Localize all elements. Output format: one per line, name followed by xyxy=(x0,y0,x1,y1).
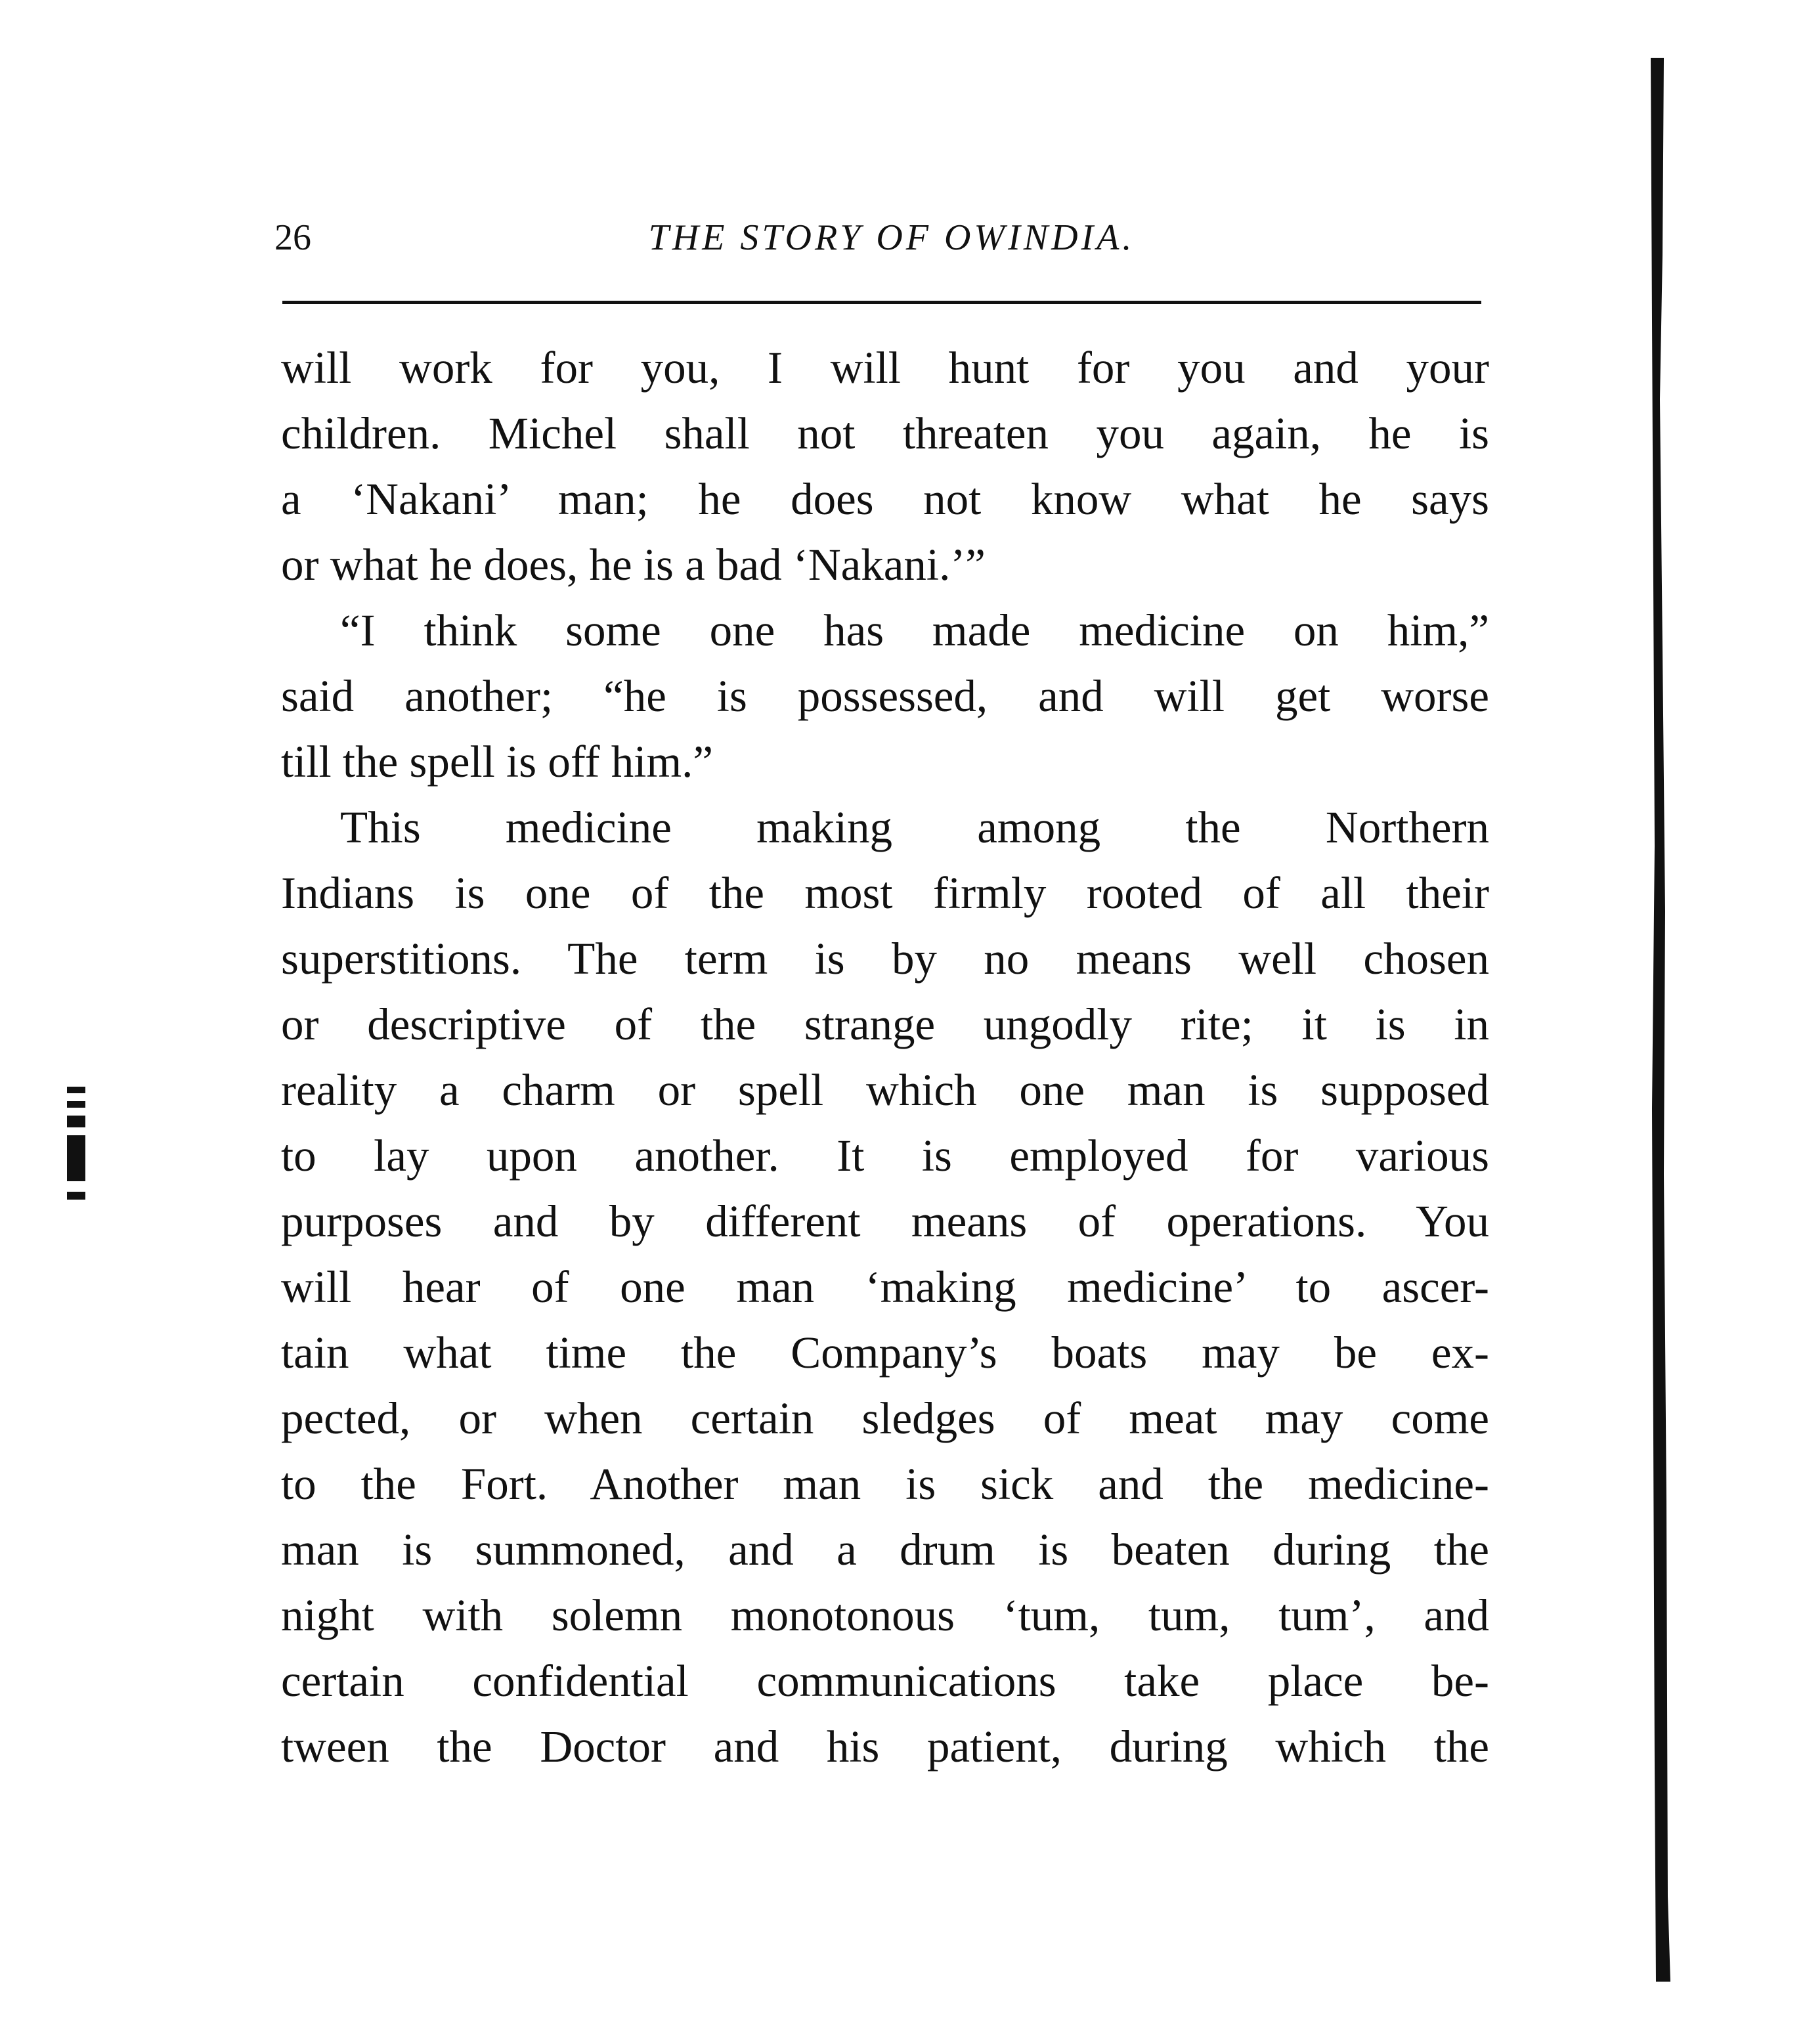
text-line: “I think some one has made medicine on him,” xyxy=(340,605,1489,655)
text-line: purposes and by different means of operations. You xyxy=(281,1196,1489,1246)
text-line: to lay upon another. It is employed for various xyxy=(281,1131,1489,1181)
text-line: said another; “he is possessed, and will get worse xyxy=(281,671,1489,721)
binding-edge-shadow xyxy=(1648,58,1674,1982)
text-line: superstitions. The term is by no means well chosen xyxy=(281,934,1489,984)
scan-edge-marks xyxy=(64,1087,88,1218)
text-line: a ‘Nakani’ man; he does not know what he says xyxy=(281,474,1489,524)
text-line: This medicine making among the Northern xyxy=(340,802,1489,852)
running-head: THE STORY OF OWINDIA. xyxy=(648,217,1135,258)
header-rule xyxy=(282,301,1481,304)
text-line: will work for you, I will hunt for you and your xyxy=(281,343,1489,393)
text-line: children. Michel shall not threaten you again, he is xyxy=(281,408,1489,458)
text-line: till the spell is off him.” xyxy=(281,737,713,787)
text-line: certain confidential communications take place be- xyxy=(281,1656,1489,1706)
page-header xyxy=(274,217,1483,269)
text-line: or descriptive of the strange ungodly rite; it is in xyxy=(281,999,1489,1049)
text-line: will hear of one man ‘making medicine’ to ascer- xyxy=(281,1262,1489,1312)
text-line: Indians is one of the most firmly rooted of all their xyxy=(281,868,1489,918)
text-line: night with solemn monotonous ‘tum, tum, tum’, and xyxy=(281,1590,1489,1640)
text-line: man is summoned, and a drum is beaten during the xyxy=(281,1525,1489,1575)
page-number: 26 xyxy=(274,217,311,258)
text-line: reality a charm or spell which one man is supposed xyxy=(281,1065,1489,1115)
text-line: tain what time the Company’s boats may be ex- xyxy=(281,1328,1489,1378)
text-line: tween the Doctor and his patient, during which the xyxy=(281,1722,1489,1772)
text-line: pected, or when certain sledges of meat may come xyxy=(281,1393,1489,1443)
text-line: or what he does, he is a bad ‘Nakani.’” xyxy=(281,540,986,590)
body-text xyxy=(281,335,1489,1779)
text-line: to the Fort. Another man is sick and the medicine- xyxy=(281,1459,1489,1509)
